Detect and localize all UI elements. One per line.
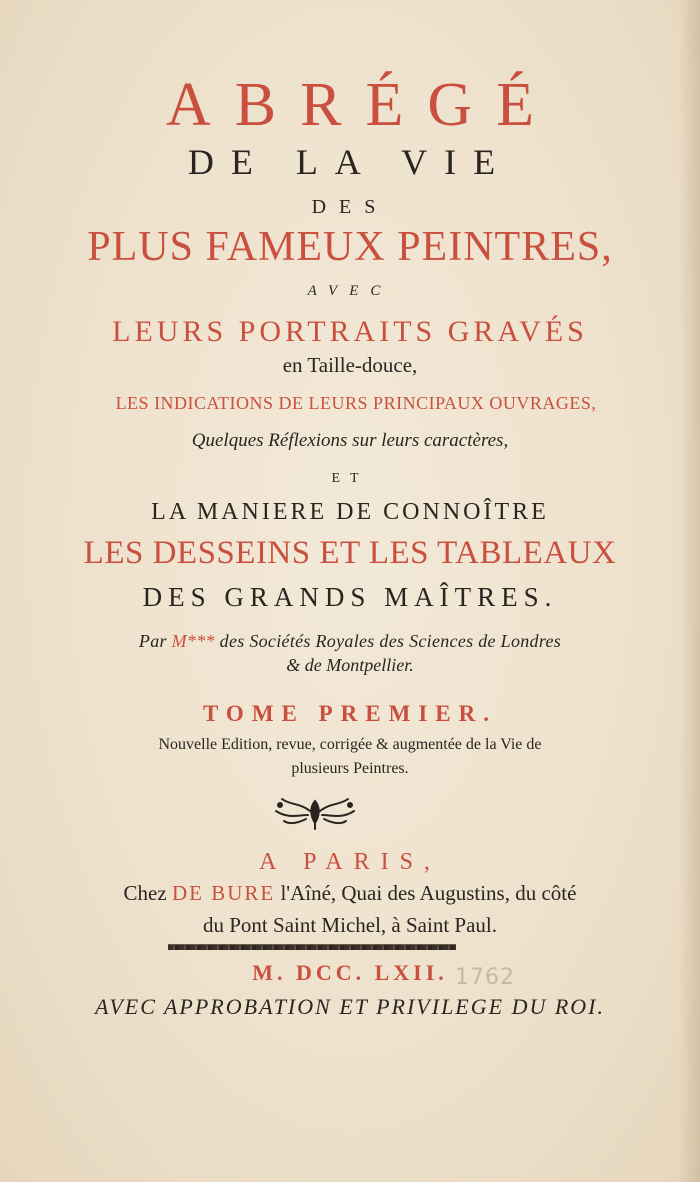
title-line-indications: LES INDICATIONS DE LEURS PRINCIPAUX OUVRAGES, (115, 393, 597, 413)
imprint-date: M. DCC. LXII. (252, 960, 448, 985)
imprint-address-2: du Pont Saint Michel, à Saint Paul. (203, 913, 497, 937)
decorative-rule (168, 944, 456, 950)
title-line-et: ET (331, 471, 369, 486)
title-line-peintres: PLUS FAMEUX PEINTRES, (87, 224, 613, 270)
imprint-chez: Chez (123, 881, 167, 905)
title-line-portraits: LEURS PORTRAITS GRAVÉS (112, 315, 588, 348)
imprint-address-1: l'Aîné, Quai des Augustins, du côté (280, 881, 577, 905)
author-initials: M*** (171, 631, 215, 651)
imprint-city: A PARIS, (259, 849, 441, 875)
title-line-des: DES (311, 196, 389, 218)
fleuron-ornament-icon (270, 793, 360, 833)
edition-line-1: Nouvelle Edition, revue, corrigée & augmentée de la Vie de (158, 736, 542, 753)
title-line-taille-douce: en Taille-douce, (282, 353, 418, 377)
imprint-publisher: DE BURE (171, 881, 276, 905)
title-line-desseins: LES DESSEINS ET LES TABLEAUX (83, 535, 617, 571)
title-line-reflexions: Quelques Réflexions sur leurs caractères, (191, 430, 509, 451)
author-line-2: & de Montpellier. (286, 655, 414, 675)
volume-label: TOME PREMIER. (203, 701, 497, 726)
title-line-de-la-vie: DE LA VIE (187, 142, 513, 182)
author-par: Par (138, 631, 167, 651)
author-societies: des Sociétés Royales des Sciences de Londres (219, 631, 562, 651)
privilege-line: AVEC APPROBATION ET PRIVILEGE DU ROI. (95, 994, 605, 1019)
author-line (0, 632, 700, 650)
pencil-annotation: 1762 (455, 965, 515, 990)
main-title: ABRÉGÉ (166, 71, 558, 139)
edition-line-2: plusieurs Peintres. (291, 760, 409, 777)
imprint-publisher-line (0, 883, 700, 904)
title-line-avec: AVEC (307, 283, 393, 299)
title-line-grands-maitres: DES GRANDS MAÎTRES. (142, 582, 558, 612)
title-line-maniere: LA MANIERE DE CONNOÎTRE (151, 499, 549, 525)
